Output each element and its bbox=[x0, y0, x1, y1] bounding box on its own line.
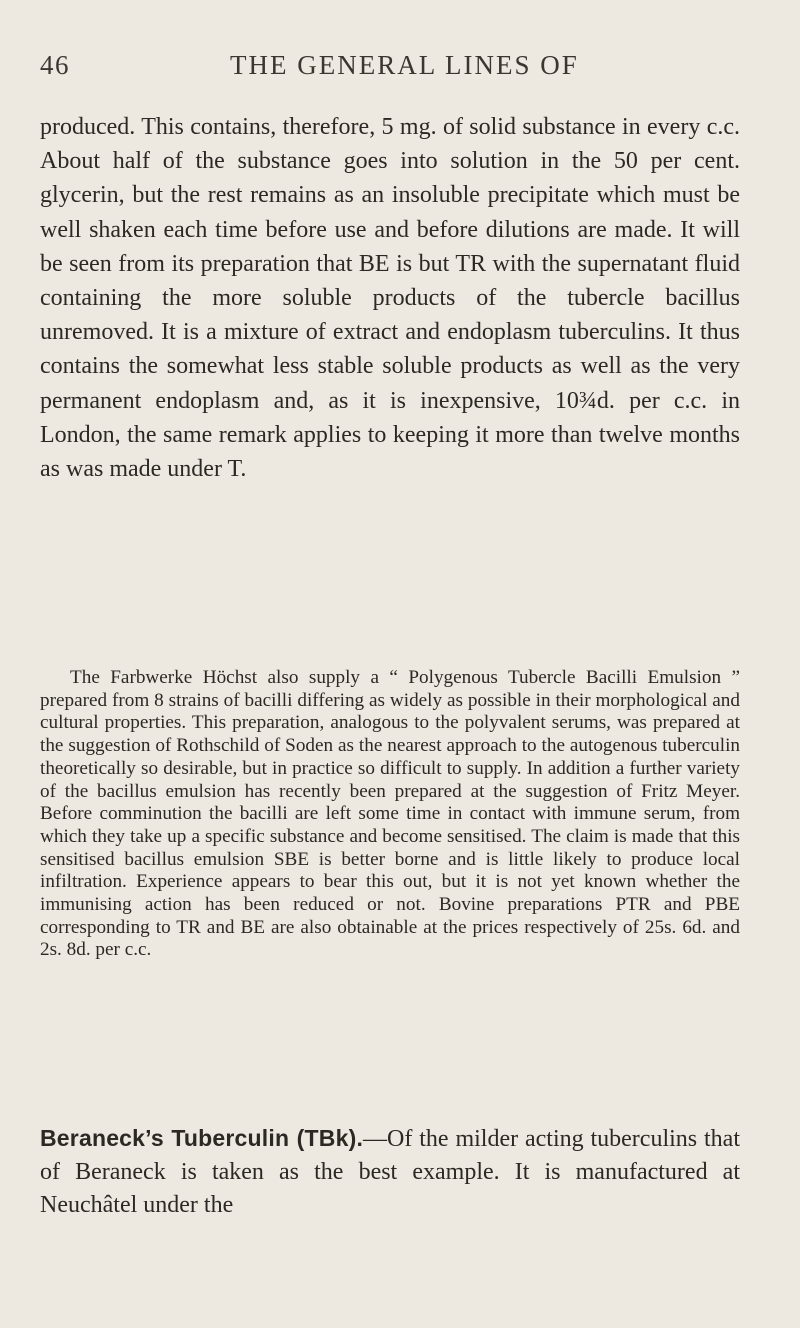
running-header bbox=[40, 50, 740, 84]
small-print-block bbox=[40, 667, 740, 962]
page-number: 46 bbox=[40, 50, 70, 80]
section-block bbox=[40, 1122, 740, 1222]
main-text-block bbox=[40, 110, 740, 486]
running-title: THE GENERAL LINES OF bbox=[230, 50, 579, 80]
section-text: —Of the milder acting tuberculins that of Beraneck is taken as the best example. It is manufactured at Neuchâtel under the bbox=[40, 1126, 740, 1218]
small-print-paragraph: The Farbwerke Höchst also supply a “ Polygenous Tubercle Bacilli Emulsion ” prepared from 8 strains of bacilli differing as widely as possible in their morphological and cultural properties. This preparation, analogous to the polyvalent serums, was prepared at the suggestion of Rothschild of Soden as the nearest approach to the autogenous tuberculin theoretically so desirable, but in practice so difficult to supply. In addition a further variety of the bacillus emulsion has recently been prepared at the suggestion of Fritz Meyer. Before comminution the bacilli are left some time in contact with immune serum, from which they take up a specific substance and become sensitised. The claim is made that this sensitised bacillus emulsion SBE is better borne and is little likely to produce local infiltration. Experience appears to bear this out, but it is not yet known whether the immunising action has been reduced or not. Bovine preparations PTR and PBE corresponding to TR and BE are also obtainable at the prices respectively of 25s. 6d. and 2s. 8d. per c.c. bbox=[40, 667, 740, 961]
body-paragraph: produced. This contains, therefore, 5 mg. of solid substance in every c.c. About half of the substance goes into solution in the 50 per cent. glycerin, but the rest remains as an insoluble precipitate which must be well shaken each time before use and before dilutions are made. It will be seen from its preparation that BE is but TR with the supernatant fluid containing the more soluble products of the tubercle bacillus unremoved. It is a mixture of extract and endoplasm tuberculins. It thus contains the somewhat less stable soluble products as well as the very permanent endoplasm and, as it is inexpensive, 10¾d. per c.c. in London, the same remark applies to keeping it more than twelve months as was made under T. bbox=[40, 114, 740, 483]
section-heading: Beraneck’s Tuberculin (TBk). bbox=[40, 1125, 364, 1151]
section-paragraph bbox=[40, 1122, 740, 1222]
